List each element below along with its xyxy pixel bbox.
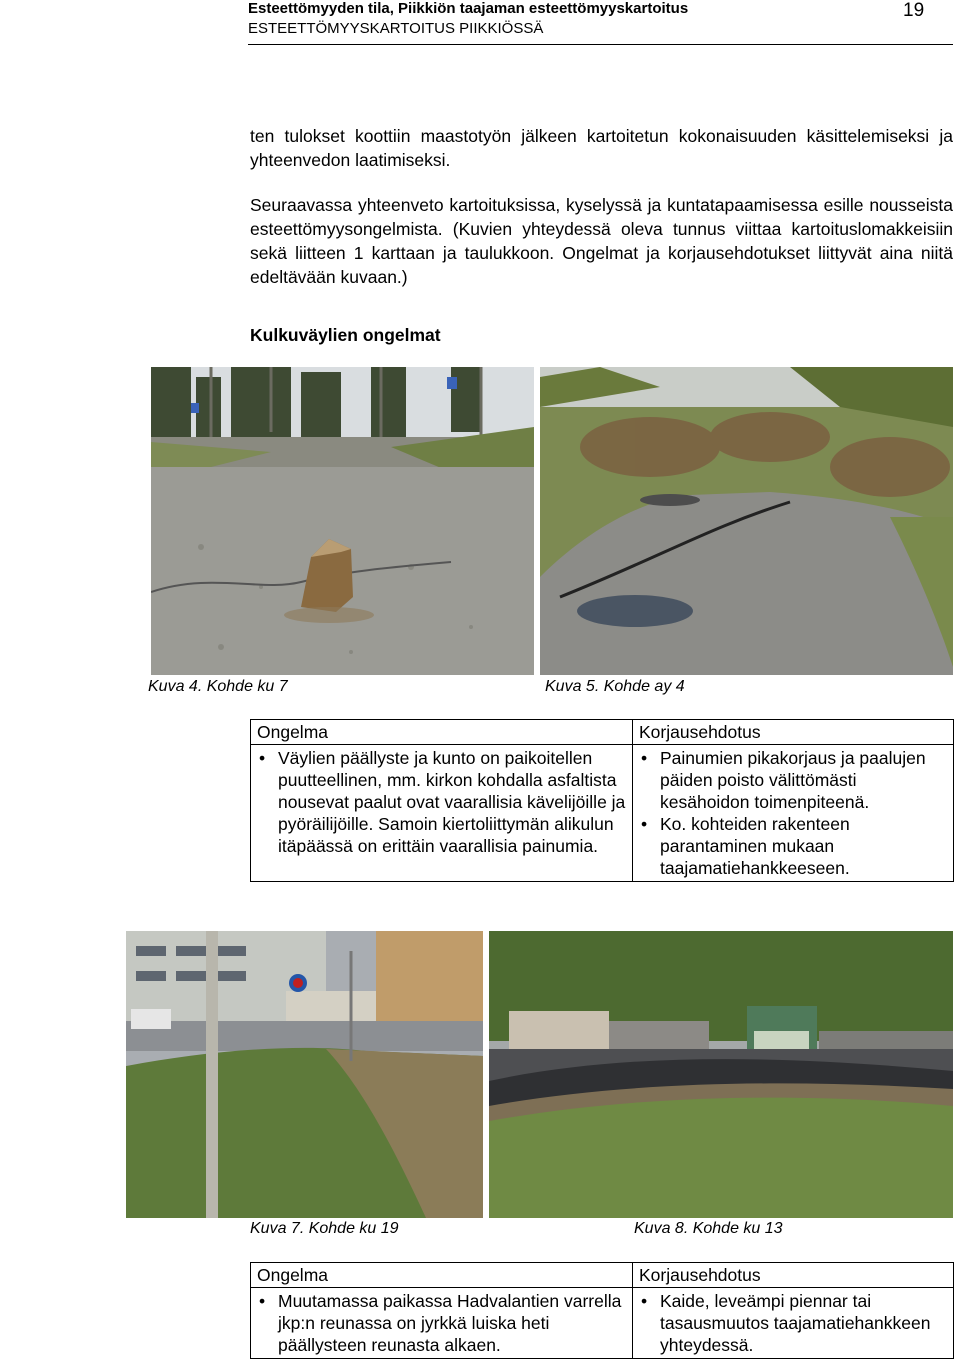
- document-subtitle: ESTEETTÖMYYSKARTOITUS PIIKKIÖSSÄ: [248, 20, 544, 37]
- caption-kuva-5: Kuva 5. Kohde ay 4: [545, 678, 685, 695]
- problem-cell: [251, 1288, 633, 1359]
- caption-kuva-7: Kuva 7. Kohde ku 19: [250, 1220, 399, 1237]
- photo-kuva-8: [489, 931, 953, 1218]
- fix-header: Korjausehdotus: [633, 1263, 954, 1288]
- fix-header: Korjausehdotus: [633, 720, 954, 745]
- problem-item: • Muutamassa paikassa Hadvalantien varrella jkp:n reunassa on jyrkkä luiska heti päällysteen reunasta alkaen.: [257, 1290, 626, 1356]
- fix-cell: [633, 1288, 954, 1359]
- fix-item: • Painumien pikakorjaus ja paalujen päiden poisto välittömästi kesähoidon toimenpiteenä.: [639, 747, 947, 813]
- problem-header: Ongelma: [251, 720, 633, 745]
- paragraph-1: ten tulokset koottiin maastotyön jälkeen kartoitetun kokonaisuuden käsittelemiseksi ja yhteenvedon laatimiseksi.: [250, 126, 953, 170]
- problem-cell: [251, 745, 633, 882]
- photo-kuva-5: [540, 367, 953, 675]
- photo-kuva-4: [151, 367, 534, 675]
- photo-kuva-7: [126, 931, 483, 1218]
- paragraph-2: Seuraavassa yhteenveto kartoituksissa, kyselyssä ja kuntatapaamisessa esille nousseista esteettömyysongelmista. (Kuvien yhteydessä oleva tunnus viittaa kartoituslomakkeisiin sekä liitteen 1 karttaan ja taulukkoon. Ongelmat ja korjausehdotukset liittyvät aina niitä edeltävään kuvaan.): [250, 195, 953, 287]
- caption-kuva-8: Kuva 8. Kohde ku 13: [634, 1220, 783, 1237]
- document-title: Esteettömyyden tila, Piikkiön taajaman esteettömyyskartoitus: [248, 0, 689, 17]
- problem-table-2: [250, 1262, 954, 1359]
- header-divider: [248, 44, 953, 45]
- fix-item: • Ko. kohteiden rakenteen parantaminen mukaan taajamatiehankkeeseen.: [639, 813, 947, 879]
- problem-table-1: [250, 719, 954, 882]
- fix-cell: [633, 745, 954, 882]
- fix-item: • Kaide, leveämpi piennar tai tasausmuutos taajamatiehankkeen yhteydessä.: [639, 1290, 947, 1356]
- page-number: 19: [903, 0, 925, 21]
- problem-header: Ongelma: [251, 1263, 633, 1288]
- caption-kuva-4: Kuva 4. Kohde ku 7: [148, 678, 288, 695]
- problem-item: • Väylien päällyste ja kunto on paikoitellen puutteellinen, mm. kirkon kohdalla asfaltista nousevat paalut ovat vaarallisia kävelijöille ja pyöräilijöille. Samoin kiertoliittymän alikulun itäpäässä on erittäin vaarallisia painumia.: [257, 747, 626, 857]
- section-heading: Kulkuväylien ongelmat: [250, 325, 441, 345]
